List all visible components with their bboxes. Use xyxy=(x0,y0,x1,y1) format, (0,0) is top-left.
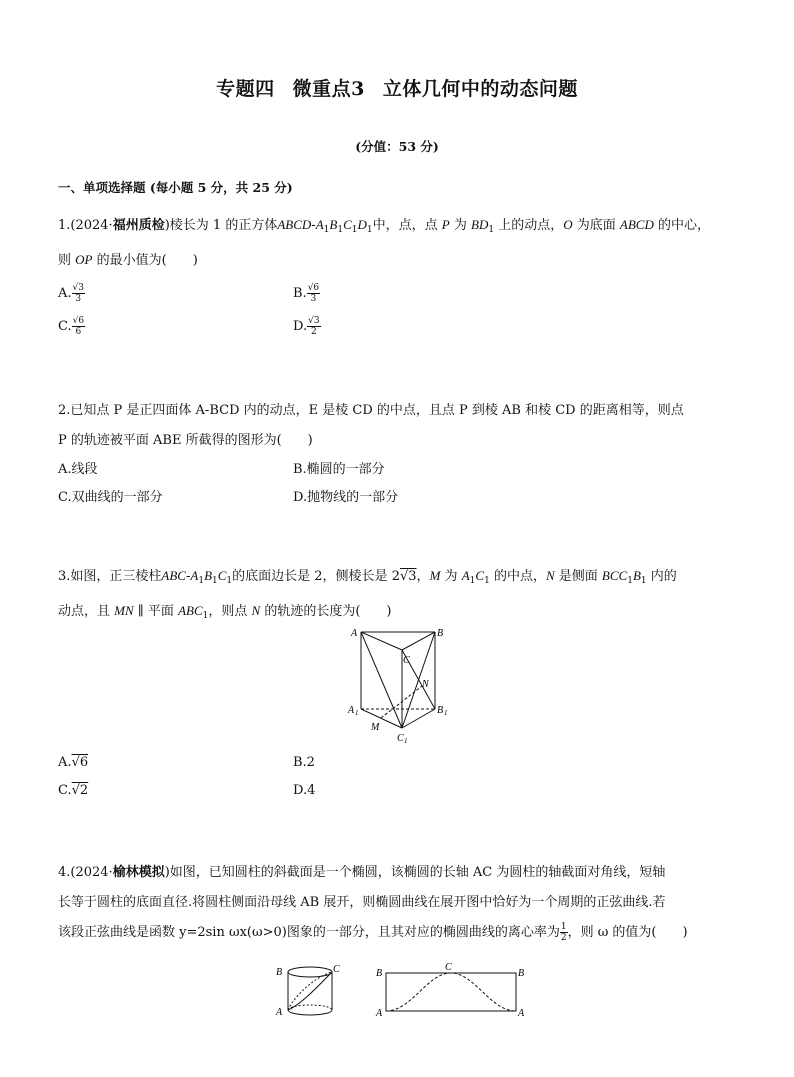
line-ac1 xyxy=(361,632,402,728)
title-topic: 专题四 xyxy=(216,78,275,100)
score-label: (分值：53 分) xyxy=(355,139,439,154)
unrolled-figure xyxy=(372,960,532,1020)
prism-figure xyxy=(340,622,460,750)
page-title xyxy=(0,74,794,101)
q2-option-c[interactable]: C.双曲线的一部分 xyxy=(58,490,163,505)
label-b: B xyxy=(276,967,283,978)
question-3 xyxy=(58,561,738,631)
edge-b1c1 xyxy=(402,709,435,728)
unrolled-rectangle xyxy=(386,973,516,1011)
q3-option-d[interactable]: D.4 xyxy=(293,783,316,798)
q2-line2: P 的轨迹被平面 ABE 所截得的图形为( ) xyxy=(58,433,313,448)
label-b1: B xyxy=(437,705,444,716)
q3-line1: 3.如图，正三棱柱ABC-$A_1B_1C_1$的底面边长是 2，侧棱长是 2√3，M 为 $A_1C_1$ 的中点，N 是侧面 $BCC_1B_1$ 内的 xyxy=(58,568,677,586)
label-n: N xyxy=(422,679,429,690)
cylinder-top xyxy=(288,967,332,977)
section-heading: 一、单项选择题 (每小题 5 分，共 25 分) xyxy=(58,180,293,195)
q2-line1: 2.已知点 P 是正四面体 A-BCD 内的动点，E 是棱 CD 的中点，且点 P 到棱 AB 和棱 CD 的距离相等，则点 xyxy=(58,403,684,418)
q1-option-d[interactable]: D. $\frac{√3}{2}$ xyxy=(293,316,320,337)
q1-option-b[interactable]: B. $\frac{√6}{3}$ xyxy=(293,283,320,304)
label-b-left: B xyxy=(376,968,383,979)
title-name: 立体几何中的动态问题 xyxy=(382,78,578,100)
q1-option-a[interactable]: A. $\frac{√3}{3}$ xyxy=(58,283,84,304)
label-b-right: B xyxy=(518,968,525,979)
q1-line2: 则 OP 的最小值为( ) xyxy=(58,252,198,268)
q4-line1: 4.(2024·榆林模拟)如图，已知圆柱的斜截面是一个椭圆，该椭圆的长轴 AC 为圆柱的轴截面对角线，短轴 xyxy=(58,865,666,880)
label-c1: C xyxy=(397,733,404,744)
question-4 xyxy=(58,858,748,948)
q3-option-c[interactable]: C.√2 xyxy=(58,783,89,798)
label-a-right: A xyxy=(518,1008,525,1019)
q3-line2: 动点，且 MN ∥ 平面 $ABC_1$，则点 N 的轨迹的长度为( ) xyxy=(58,603,392,621)
question-2 xyxy=(58,396,738,456)
q2-option-d[interactable]: D.抛物线的一部分 xyxy=(293,490,399,505)
label-a: A xyxy=(351,628,358,639)
cylinder-figure xyxy=(272,960,352,1020)
q4-line2: 长等于圆柱的底面直径.将圆柱侧面沿母线 AB 展开，则椭圆曲线在展开图中恰好为一个周期的正弦曲线.若 xyxy=(58,895,666,910)
q3-option-a[interactable]: A.√6 xyxy=(58,755,89,770)
label-a: A xyxy=(276,1007,283,1018)
q1-option-c[interactable]: C. $\frac{√6}{6}$ xyxy=(58,316,85,337)
q1-line1: 1.(2024·福州质检)棱长为 1 的正方体ABCD-$A_1B_1C_1D_1$中，点，点 P 为 $BD_1$ 上的动点，O 为底面 ABCD 的中心， xyxy=(58,217,711,235)
q3-option-b[interactable]: B.2 xyxy=(293,755,315,770)
label-b: B xyxy=(437,628,444,639)
question-1 xyxy=(58,210,738,276)
label-b1-sub: 1 xyxy=(444,709,448,717)
edge-a1c1 xyxy=(361,709,402,728)
label-c-top: C xyxy=(445,962,452,973)
q4-line3: 该段正弦曲线是函数 y=2sin ωx(ω>0)图象的一部分，且其对应的椭圆曲线的离心率为 $\frac{1}{2}$ ，则 ω 的值为( ) xyxy=(58,922,688,943)
label-m: M xyxy=(371,722,380,733)
q2-option-a[interactable]: A.线段 xyxy=(58,462,98,477)
ellipse-section-back xyxy=(288,972,332,1010)
q2-option-b[interactable]: B.椭圆的一部分 xyxy=(293,462,385,477)
label-c1-sub: 1 xyxy=(404,737,408,745)
title-subtopic: 微重点3 xyxy=(292,78,365,100)
label-c: C xyxy=(333,964,340,975)
label-a1-sub: 1 xyxy=(355,709,359,717)
sine-curve xyxy=(386,973,516,1011)
label-a1: A xyxy=(348,705,355,716)
label-a-left: A xyxy=(376,1008,383,1019)
ellipse-section-front xyxy=(288,972,332,1010)
label-c: C xyxy=(403,655,410,666)
